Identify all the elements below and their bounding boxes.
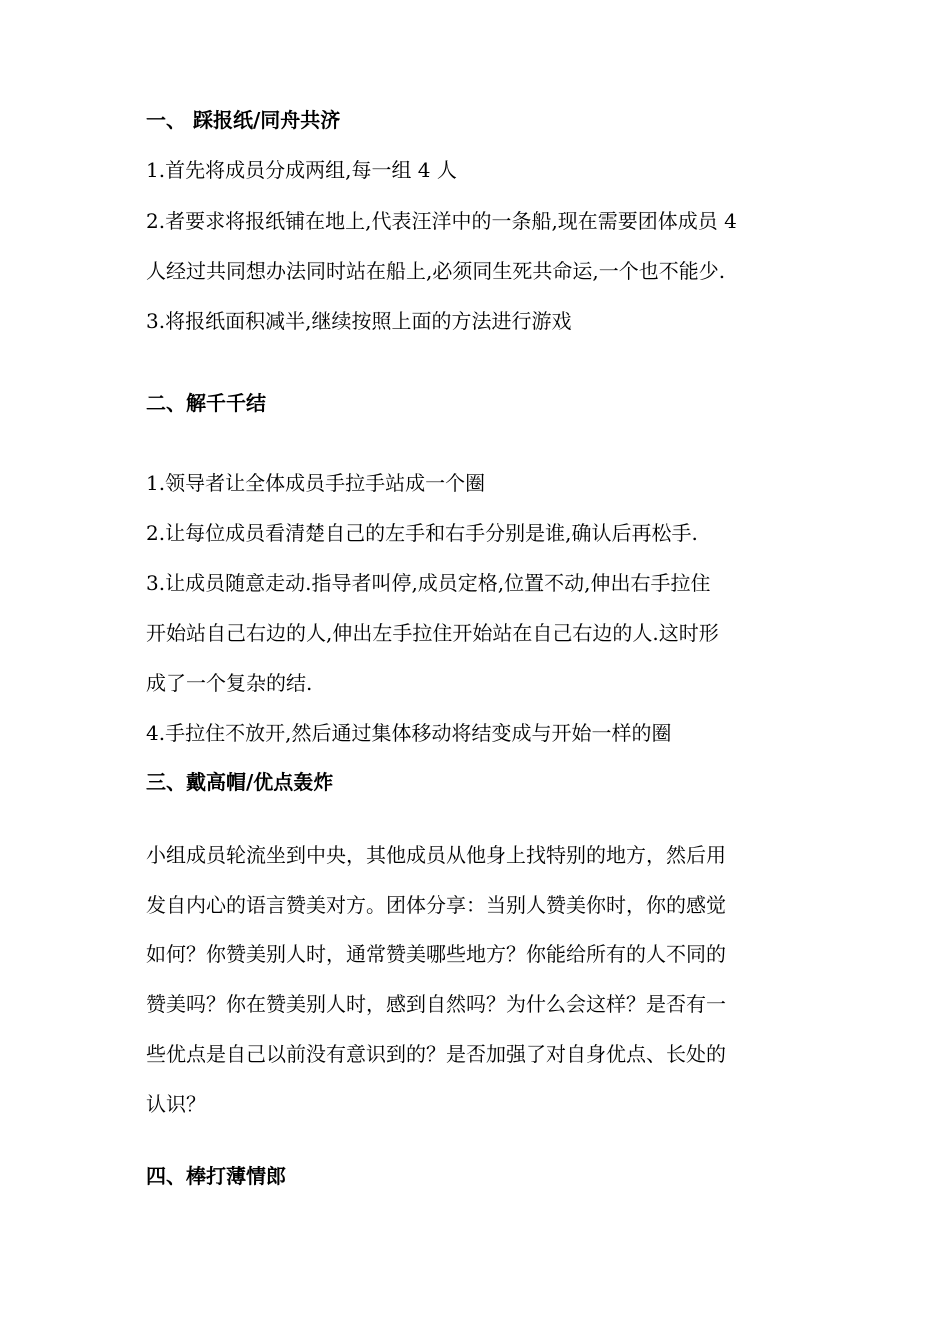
section-3-line-3: 如何？你赞美别人时，通常赞美哪些地方？你能给所有的人不同的: [146, 942, 726, 966]
section-1-line-2: 2.者要求将报纸铺在地上,代表汪洋中的一条船,现在需要团体成员 4: [146, 209, 737, 233]
section-1-line-1: 1.首先将成员分成两组,每一组 4 人: [146, 158, 457, 182]
section-1-line-4: 3.将报纸面积减半,继续按照上面的方法进行游戏: [146, 309, 572, 333]
section-2-line-5: 成了一个复杂的结.: [146, 671, 313, 695]
section-2-heading: 二、解千千结: [146, 391, 266, 415]
section-2-line-2: 2.让每位成员看清楚自己的左手和右手分别是谁,确认后再松手.: [146, 521, 698, 545]
section-3-line-6: 认识？: [146, 1092, 206, 1116]
section-2-line-6: 4.手拉住不放开,然后通过集体移动将结变成与开始一样的圈: [146, 721, 672, 745]
section-2-line-3: 3.让成员随意走动.指导者叫停,成员定格,位置不动,伸出右手拉住: [146, 571, 711, 595]
section-3-line-2: 发自内心的语言赞美对方。团体分享：当别人赞美你时，你的感觉: [146, 893, 726, 917]
section-1-heading: 一、 踩报纸/同舟共济: [146, 108, 341, 132]
section-3-line-1: 小组成员轮流坐到中央，其他成员从他身上找特别的地方，然后用: [146, 843, 726, 867]
section-3-heading: 三、戴高帽/优点轰炸: [146, 770, 334, 794]
section-3-line-5: 些优点是自己以前没有意识到的？是否加强了对自身优点、长处的: [146, 1042, 726, 1066]
section-4-heading: 四、棒打薄情郎: [146, 1164, 286, 1188]
section-3-line-4: 赞美吗？你在赞美别人时，感到自然吗？为什么会这样？是否有一: [146, 992, 726, 1016]
section-2-line-4: 开始站自己右边的人,伸出左手拉住开始站在自己右边的人.这时形: [146, 621, 719, 645]
section-2-line-1: 1.领导者让全体成员手拉手站成一个圈: [146, 471, 486, 495]
section-1-line-3: 人经过共同想办法同时站在船上,必须同生死共命运,一个也不能少.: [146, 259, 726, 283]
